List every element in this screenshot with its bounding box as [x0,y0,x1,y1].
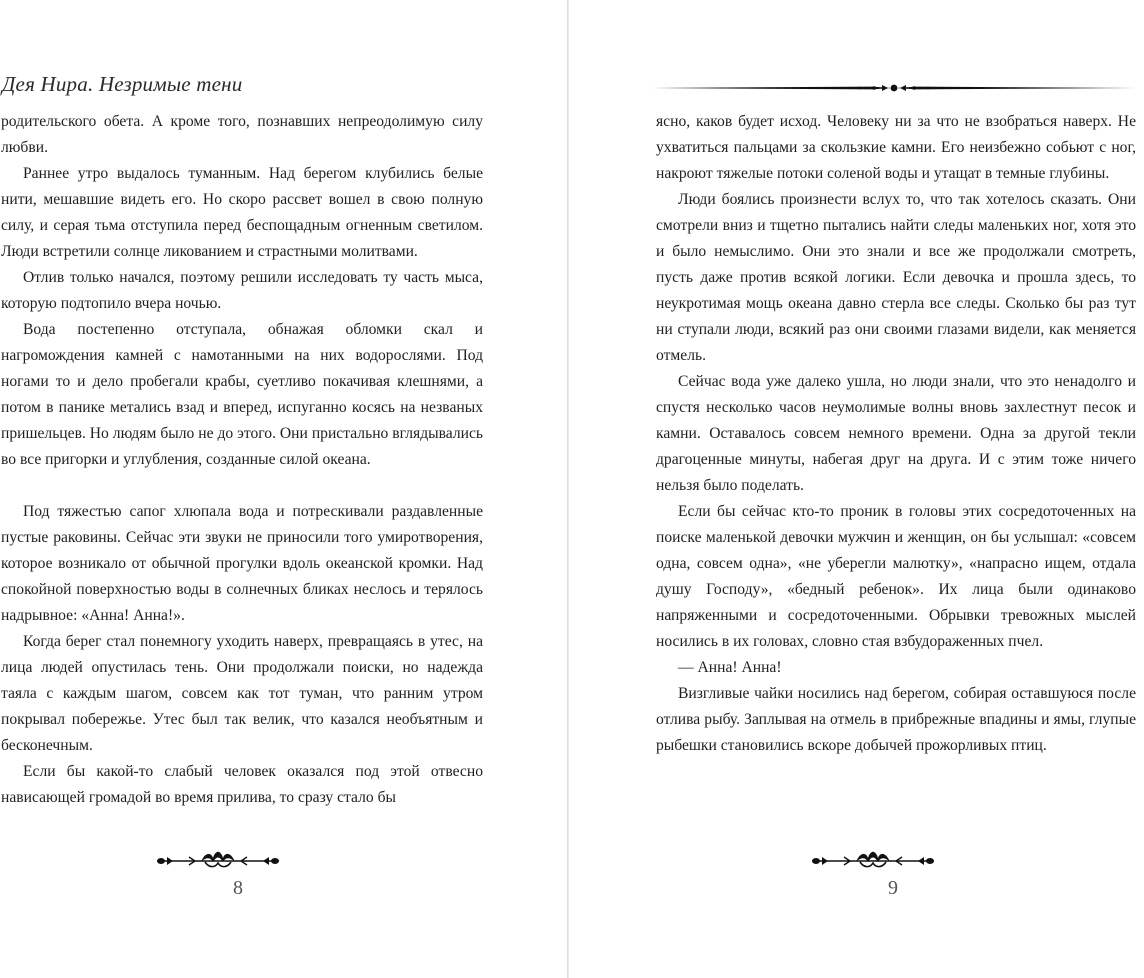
right-page [570,0,1144,978]
paragraph: Когда берег стал понемногу уходить наверх, превращаясь в утес, на лица людей опустилась тень. Они продолжали поиски, но надежда таяла с каждым шагом, совсем как тот туман, что ранним утром покрывал побережье. Утес был так велик, что казался необъятным и бесконечным. [1,633,483,754]
paragraph: Отлив только начался, поэтому решили исследовать ту часть мыса, которую подтопило вчера ночью. [1,269,483,312]
page-number: 9 [888,877,898,899]
running-head: Дея Нира. Незримые тени [2,72,243,96]
footer-ornament-icon [808,846,938,874]
paragraph: родительского обета. А кроме того, познавших непреодолимую силу любви. [1,113,483,156]
page-number: 8 [233,877,243,899]
paragraph: Визгливые чайки носились над берегом, собирая оставшуюся после отлива рыбу. Заплывая на отмель в прибрежные впадины и ямы, глупые рыбешки становились вскоре добычей прожорливых птиц. [656,685,1136,754]
paragraph: Люди боялись произнести вслух то, что так хотелось сказать. Они смотрели вниз и тщетно пытались найти следы маленьких ног, хотя это и было немыслимо. Они это знали и все же продолжали смотреть, пусть даже против всякой логики. Если девочка и прошла здесь, то неукротимая мощь океана давно стерла все следы. Сколько бы раз тут ни ступали люди, всякий раз они своими глазами видели, как меняется отмель. [656,191,1136,364]
right-text-block [656,109,1136,759]
paragraph: ясно, каков будет исход. Человеку ни за что не взобраться наверх. Не ухватиться пальцами за скользкие камни. Его неизбежно собьют с ног, накроют тяжелые потоки соленой воды и утащат в темные глубины. [656,113,1136,182]
paragraph: Вода постепенно отступала, обнажая обломки скал и нагромождения камней с намотанными на них водорослями. Под ногами то и дело пробегали крабы, суетливо покачивая клешнями, а потом в панике метались взад и вперед, испуганно косясь на незваных пришельцев. Но людям было не до этого. Они пристально вглядывались во все пригорки и углубления, созданные силой океана. [1,321,483,468]
paragraph: Если бы какой-то слабый человек оказался под этой отвесно нависающей громадой во время прилива, то сразу стало бы [1,763,483,806]
left-page [0,0,566,978]
header-rule-ornament-icon [652,80,1136,96]
dialogue-line: — Анна! Анна! [678,659,782,676]
paragraph: Раннее утро выдалось туманным. Над берегом клубились белые нити, мешавшие видеть его. Но скоро рассвет вошел в свою полную силу, и серая тьма отступила перед беспощадным огненным светилом. Люди встретили солнце ликованием и страстными молитвами. [1,165,483,260]
book-gutter [567,0,569,978]
paragraph: Если бы сейчас кто-то проник в головы этих сосредоточенных на поиске маленькой девочки мужчин и женщин, он бы услышал: «совсем одна, совсем одна», «не уберегли малютку», «напрасно ищем, отдала душу Господу», «бедный ребенок». Их лица были одинаково напряженными и сосредоточенными. Обрывки тревожных мыслей носились в их головах, словно стая взбудораженных пчел. [656,503,1136,650]
paragraph: Под тяжестью сапог хлюпала вода и потрескивали раздавленные пустые раковины. Сейчас эти звуки не приносили того умиротворения, которое возникало от обычной прогулки вдоль океанской кромки. Над спокойной поверхностью воды в солнечных бликах неслось и терялось надрывное: «Анна! Анна!». [1,503,483,624]
section-break [1,473,483,499]
left-text-block [1,109,483,811]
paragraph: Сейчас вода уже далеко ушла, но люди знали, что это ненадолго и спустя несколько часов неумолимые волны вновь захлестнут песок и камни. Оставалось совсем немного времени. Одна за другой текли драгоценные минуты, набегая друг на друга. И с этим тоже ничего нельзя было поделать. [656,373,1136,494]
footer-ornament-icon [153,846,283,874]
